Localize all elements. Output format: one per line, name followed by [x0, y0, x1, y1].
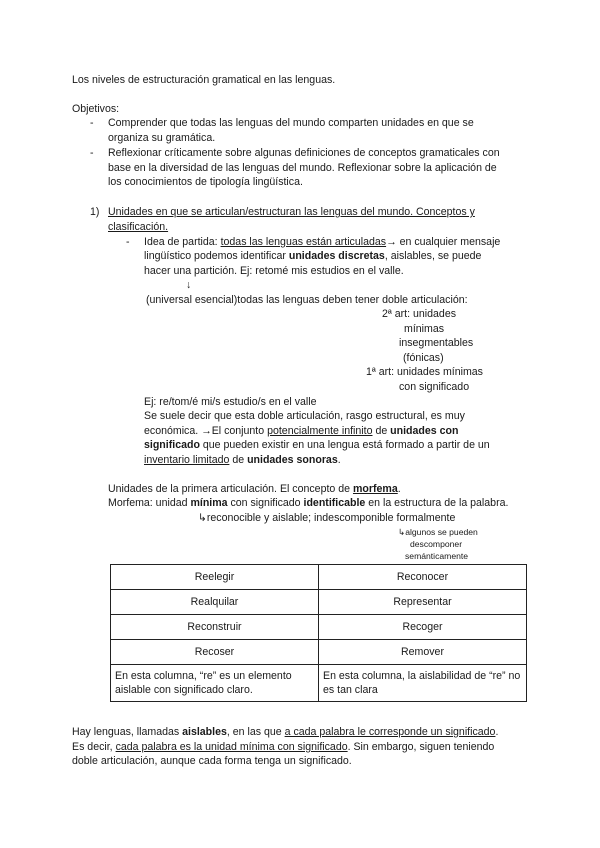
morfema-note-2-line-2: descomponer: [410, 539, 463, 549]
table-cell: Representar: [319, 590, 527, 615]
table-cell: Recoger: [319, 615, 527, 640]
prefix-table: [110, 564, 527, 702]
idea-line-2: lingüístico podemos identificar unidades discretas, aislables, se puede: [144, 250, 482, 262]
objective-2-line-3: los conocimientos de tipología lingüística.: [108, 176, 303, 188]
table-note-right: En esta columna, la aislabilidad de “re” no es tan clara: [319, 665, 527, 702]
table-row: [111, 565, 527, 590]
table-row: [111, 590, 527, 615]
morfema-note-2-line-1: ↳algunos se pueden: [398, 527, 478, 537]
objectives-label: Objetivos:: [72, 103, 120, 115]
objective-1-line-1: Comprender que todas las lenguas del mundo comparten unidades en que se: [108, 117, 474, 129]
paragraph-line-1: Se suele decir que esta doble articulación, rasgo estructural, es muy: [144, 410, 465, 422]
morfema-note-1: ↳reconocible y aislable; indescomponible formalmente: [198, 512, 456, 524]
paragraph-line-4: inventario limitado de unidades sonoras.: [144, 454, 341, 466]
table-cell: Realquilar: [111, 590, 319, 615]
art2-line-1: 2ª art: unidades: [382, 308, 457, 320]
art1-line-2: con significado: [399, 381, 470, 393]
page-title: Los niveles de estructuración gramatical en las lenguas.: [72, 74, 336, 86]
art2-line-4: (fónicas): [403, 352, 444, 364]
art2-line-2: mínimas: [404, 323, 445, 335]
closing-line-3: doble articulación, aunque cada forma tenga un significado.: [72, 755, 352, 767]
section-heading-line-2: clasificación.: [108, 221, 169, 233]
idea-line-1: Idea de partida: todas las lenguas están articuladas→ en cualquier mensaje: [144, 236, 501, 248]
table-note-left: En esta columna, “re” es un elemento aislable con significado claro.: [111, 665, 319, 702]
bullet-dash: -: [90, 117, 94, 129]
objective-2-line-2: base en la diversidad de las lenguas del mundo. Reflexionar sobre la aplicación de: [108, 162, 497, 174]
down-arrow-icon: ↓: [186, 279, 192, 291]
table-row: [111, 640, 527, 665]
table-cell: Reelegir: [111, 565, 319, 590]
idea-line-3: hacer una partición. Ej: retomé mis estudios en el valle.: [144, 265, 404, 277]
section-heading-line-1: Unidades en que se articulan/estructuran las lenguas del mundo. Conceptos y: [108, 206, 475, 218]
closing-line-1: Hay lenguas, llamadas aislables, en las que a cada palabra le corresponde un significado.: [72, 726, 499, 738]
table-row: [111, 665, 527, 702]
example-line: Ej: re/tom/é mi/s estudio/s en el valle: [144, 396, 317, 408]
table-cell: Remover: [319, 640, 527, 665]
morfema-intro: Unidades de la primera articulación. El concepto de morfema.: [108, 483, 401, 495]
table-cell: Reconstruir: [111, 615, 319, 640]
section-number: 1): [90, 206, 100, 218]
table-cell: Recoser: [111, 640, 319, 665]
art1-line-1: 1ª art: unidades mínimas: [366, 366, 483, 378]
art2-line-3: insegmentables: [399, 337, 474, 349]
morfema-note-2-line-3: semánticamente: [405, 551, 469, 561]
objective-2-line-1: Reflexionar críticamente sobre algunas definiciones de conceptos gramaticales con: [108, 147, 500, 159]
table-row: [111, 615, 527, 640]
morfema-definition: Morfema: unidad mínima con significado identificable en la estructura de la palabra.: [108, 497, 509, 509]
paragraph-line-3: significado que pueden existir en una lengua está formado a partir de un: [144, 439, 490, 451]
bullet-dash: -: [90, 147, 94, 159]
paragraph-line-2: económica. →El conjunto potencialmente infinito de unidades con: [144, 425, 459, 437]
table-cell: Reconocer: [319, 565, 527, 590]
bullet-dash: -: [126, 236, 130, 248]
closing-line-2: Es decir, cada palabra es la unidad mínima con significado. Sin embargo, siguen teniendo: [72, 741, 495, 753]
universal-line: (universal esencial)todas las lenguas deben tener doble articulación:: [146, 294, 468, 306]
objective-1-line-2: organiza su gramática.: [108, 132, 216, 144]
